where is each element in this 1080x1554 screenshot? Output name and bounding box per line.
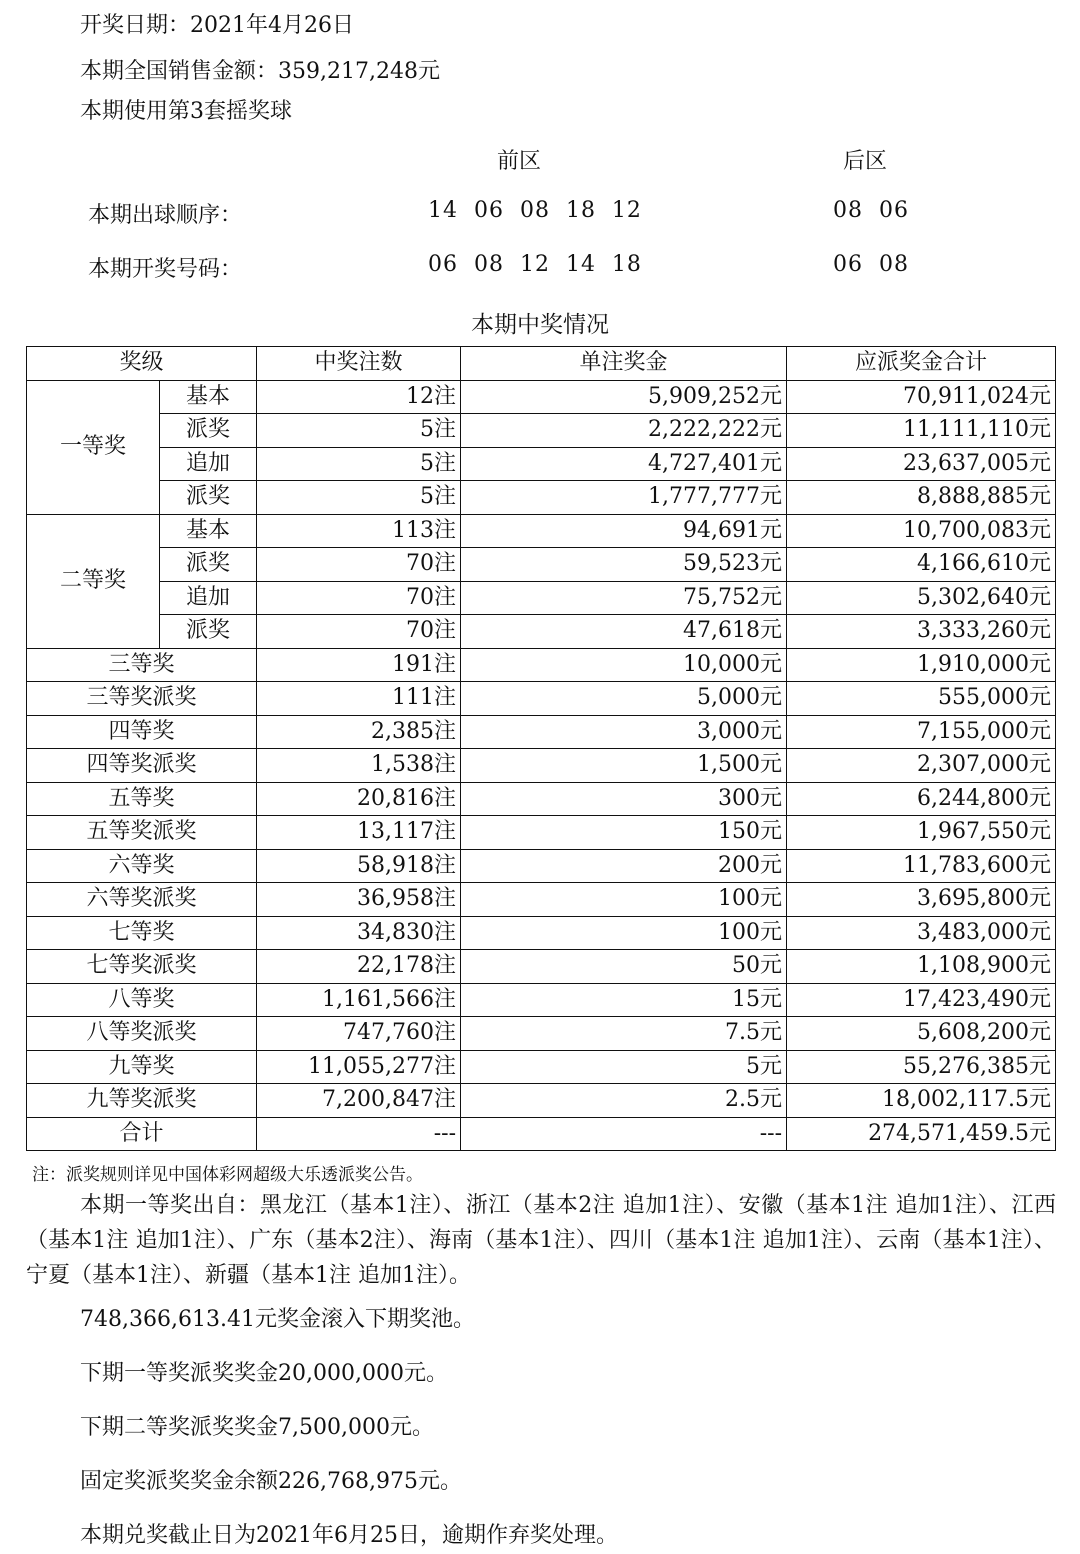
level-cell: 七等奖 xyxy=(27,916,257,950)
sub-type: 派奖 xyxy=(160,414,257,448)
first-prize-label: 一等奖 xyxy=(27,380,160,514)
total-cell: 2,307,000元 xyxy=(787,749,1056,783)
count-cell: 191注 xyxy=(257,648,461,682)
unit-cell: 100元 xyxy=(461,883,787,917)
sales-amount: 本期全国销售金额：359,217,248元 xyxy=(80,59,440,84)
count-cell: 34,830注 xyxy=(257,916,461,950)
count-cell: 5注 xyxy=(257,481,461,515)
deadline-text: 本期兑奖截止日为2021年6月25日，逾期作弃奖处理。 xyxy=(80,1523,618,1548)
total-cell: 555,000元 xyxy=(787,682,1056,716)
count-cell: 747,760注 xyxy=(257,1017,461,1051)
sub-type: 追加 xyxy=(160,581,257,615)
sub-type: 基本 xyxy=(160,514,257,548)
table-row xyxy=(27,983,1056,1017)
level-cell: 四等奖 xyxy=(27,715,257,749)
total-cell: 18,002,117.5元 xyxy=(787,1084,1056,1118)
header-level: 奖级 xyxy=(27,347,257,381)
unit-cell: 75,752元 xyxy=(461,581,787,615)
count-cell: 113注 xyxy=(257,514,461,548)
winning-title: 本期中奖情况 xyxy=(471,312,609,338)
level-cell: 九等奖 xyxy=(27,1050,257,1084)
footnote: 注：派奖规则详见中国体彩网超级大乐透派奖公告。 xyxy=(32,1165,423,1185)
rollover-text: 748,366,613.41元奖金滚入下期奖池。 xyxy=(80,1307,475,1332)
sub-type: 派奖 xyxy=(160,615,257,649)
unit-cell: 300元 xyxy=(461,782,787,816)
unit-cell: 7.5元 xyxy=(461,1017,787,1051)
count-cell: 20,816注 xyxy=(257,782,461,816)
level-cell: 六等奖 xyxy=(27,849,257,883)
total-cell: 1,108,900元 xyxy=(787,950,1056,984)
total-cell: 7,155,000元 xyxy=(787,715,1056,749)
count-cell: 70注 xyxy=(257,581,461,615)
count-cell: 12注 xyxy=(257,380,461,414)
unit-cell: 1,777,777元 xyxy=(461,481,787,515)
unit-cell: 94,691元 xyxy=(461,514,787,548)
next-first-prize-text: 下期一等奖派奖奖金20,000,000元。 xyxy=(80,1361,448,1386)
unit-cell: 100元 xyxy=(461,916,787,950)
header-count: 中奖注数 xyxy=(257,347,461,381)
count-cell: 58,918注 xyxy=(257,849,461,883)
unit-cell: 15元 xyxy=(461,983,787,1017)
table-header-row xyxy=(27,347,1056,381)
unit-cell: 50元 xyxy=(461,950,787,984)
level-cell: 三等奖派奖 xyxy=(27,682,257,716)
level-cell: 五等奖 xyxy=(27,782,257,816)
draw-order-back: 08 06 xyxy=(833,198,909,223)
count-cell: 2,385注 xyxy=(257,715,461,749)
level-cell: 合计 xyxy=(27,1117,257,1151)
table-row xyxy=(27,916,1056,950)
front-zone-label: 前区 xyxy=(497,149,542,174)
unit-cell: 5,909,252元 xyxy=(461,380,787,414)
table-row xyxy=(27,1017,1056,1051)
header-total: 应派奖金合计 xyxy=(787,347,1056,381)
count-cell: 13,117注 xyxy=(257,816,461,850)
unit-cell: 2,222,222元 xyxy=(461,414,787,448)
table-row xyxy=(27,816,1056,850)
total-cell: 1,967,550元 xyxy=(787,816,1056,850)
table-row xyxy=(27,782,1056,816)
prize-table xyxy=(26,346,1056,1151)
level-cell: 六等奖派奖 xyxy=(27,883,257,917)
draw-date: 开奖日期：2021年4月26日 xyxy=(80,13,354,38)
count-cell: 1,161,566注 xyxy=(257,983,461,1017)
unit-cell: 1,500元 xyxy=(461,749,787,783)
total-cell: 274,571,459.5元 xyxy=(787,1117,1056,1151)
total-cell: 5,608,200元 xyxy=(787,1017,1056,1051)
unit-cell: 4,727,401元 xyxy=(461,447,787,481)
table-row xyxy=(27,1050,1056,1084)
unit-cell: --- xyxy=(461,1117,787,1151)
total-cell: 5,302,640元 xyxy=(787,581,1056,615)
unit-cell: 47,618元 xyxy=(461,615,787,649)
total-cell: 11,783,600元 xyxy=(787,849,1056,883)
draw-order-front: 14 06 08 18 12 xyxy=(428,198,642,223)
total-cell: 17,423,490元 xyxy=(787,983,1056,1017)
count-cell: 70注 xyxy=(257,615,461,649)
winning-numbers-label: 本期开奖号码： xyxy=(88,257,243,282)
total-cell: 11,111,110元 xyxy=(787,414,1056,448)
table-row xyxy=(27,1084,1056,1118)
unit-cell: 10,000元 xyxy=(461,648,787,682)
unit-cell: 5元 xyxy=(461,1050,787,1084)
winning-numbers-front: 06 08 12 14 18 xyxy=(428,252,642,277)
count-cell: 11,055,277注 xyxy=(257,1050,461,1084)
sub-type: 追加 xyxy=(160,447,257,481)
level-cell: 八等奖派奖 xyxy=(27,1017,257,1051)
table-row xyxy=(27,615,1056,649)
count-cell: 5注 xyxy=(257,414,461,448)
total-cell: 1,910,000元 xyxy=(787,648,1056,682)
table-row xyxy=(27,548,1056,582)
sub-type: 派奖 xyxy=(160,548,257,582)
table-row xyxy=(27,514,1056,548)
next-second-prize-text: 下期二等奖派奖奖金7,500,000元。 xyxy=(80,1415,434,1440)
total-cell: 10,700,083元 xyxy=(787,514,1056,548)
table-row xyxy=(27,749,1056,783)
table-row xyxy=(27,380,1056,414)
total-cell: 3,333,260元 xyxy=(787,615,1056,649)
table-row xyxy=(27,414,1056,448)
count-cell: 7,200,847注 xyxy=(257,1084,461,1118)
table-row xyxy=(27,481,1056,515)
table-row xyxy=(27,715,1056,749)
level-cell: 三等奖 xyxy=(27,648,257,682)
level-cell: 七等奖派奖 xyxy=(27,950,257,984)
unit-cell: 59,523元 xyxy=(461,548,787,582)
table-row xyxy=(27,849,1056,883)
draw-order-label: 本期出球顺序： xyxy=(88,203,243,228)
unit-cell: 200元 xyxy=(461,849,787,883)
table-row xyxy=(27,581,1056,615)
total-cell: 6,244,800元 xyxy=(787,782,1056,816)
count-cell: --- xyxy=(257,1117,461,1151)
count-cell: 36,958注 xyxy=(257,883,461,917)
total-cell: 3,695,800元 xyxy=(787,883,1056,917)
level-cell: 八等奖 xyxy=(27,983,257,1017)
count-cell: 5注 xyxy=(257,447,461,481)
total-cell: 3,483,000元 xyxy=(787,916,1056,950)
total-cell: 4,166,610元 xyxy=(787,548,1056,582)
unit-cell: 3,000元 xyxy=(461,715,787,749)
count-cell: 22,178注 xyxy=(257,950,461,984)
total-cell: 70,911,024元 xyxy=(787,380,1056,414)
count-cell: 111注 xyxy=(257,682,461,716)
fixed-balance-text: 固定奖派奖奖金余额226,768,975元。 xyxy=(80,1469,462,1494)
header-unit: 单注奖金 xyxy=(461,347,787,381)
table-row xyxy=(27,648,1056,682)
total-cell: 8,888,885元 xyxy=(787,481,1056,515)
ball-set: 本期使用第3套摇奖球 xyxy=(80,99,292,124)
winning-numbers-back: 06 08 xyxy=(833,252,909,277)
unit-cell: 5,000元 xyxy=(461,682,787,716)
table-row xyxy=(27,447,1056,481)
table-row xyxy=(27,682,1056,716)
table-row xyxy=(27,883,1056,917)
sub-type: 派奖 xyxy=(160,481,257,515)
total-cell: 23,637,005元 xyxy=(787,447,1056,481)
level-cell: 五等奖派奖 xyxy=(27,816,257,850)
second-prize-label: 二等奖 xyxy=(27,514,160,648)
level-cell: 四等奖派奖 xyxy=(27,749,257,783)
unit-cell: 2.5元 xyxy=(461,1084,787,1118)
count-cell: 1,538注 xyxy=(257,749,461,783)
sub-type: 基本 xyxy=(160,380,257,414)
total-cell: 55,276,385元 xyxy=(787,1050,1056,1084)
first-prize-origin: 本期一等奖出自：黑龙江（基本1注）、浙江（基本2注 追加1注）、安徽（基本1注 追加1注）、江西（基本1注 追加1注）、广东（基本2注）、海南（基本1注）、四川（基本1注 追加1注）、云南（基本1注）、宁夏（基本1注）、新疆（基本1注 追加1注）。 xyxy=(26,1193,1056,1288)
back-zone-label: 后区 xyxy=(843,149,888,174)
table-row xyxy=(27,950,1056,984)
count-cell: 70注 xyxy=(257,548,461,582)
level-cell: 九等奖派奖 xyxy=(27,1084,257,1118)
simple-rows xyxy=(27,648,1056,1151)
table-row xyxy=(27,1117,1056,1151)
unit-cell: 150元 xyxy=(461,816,787,850)
